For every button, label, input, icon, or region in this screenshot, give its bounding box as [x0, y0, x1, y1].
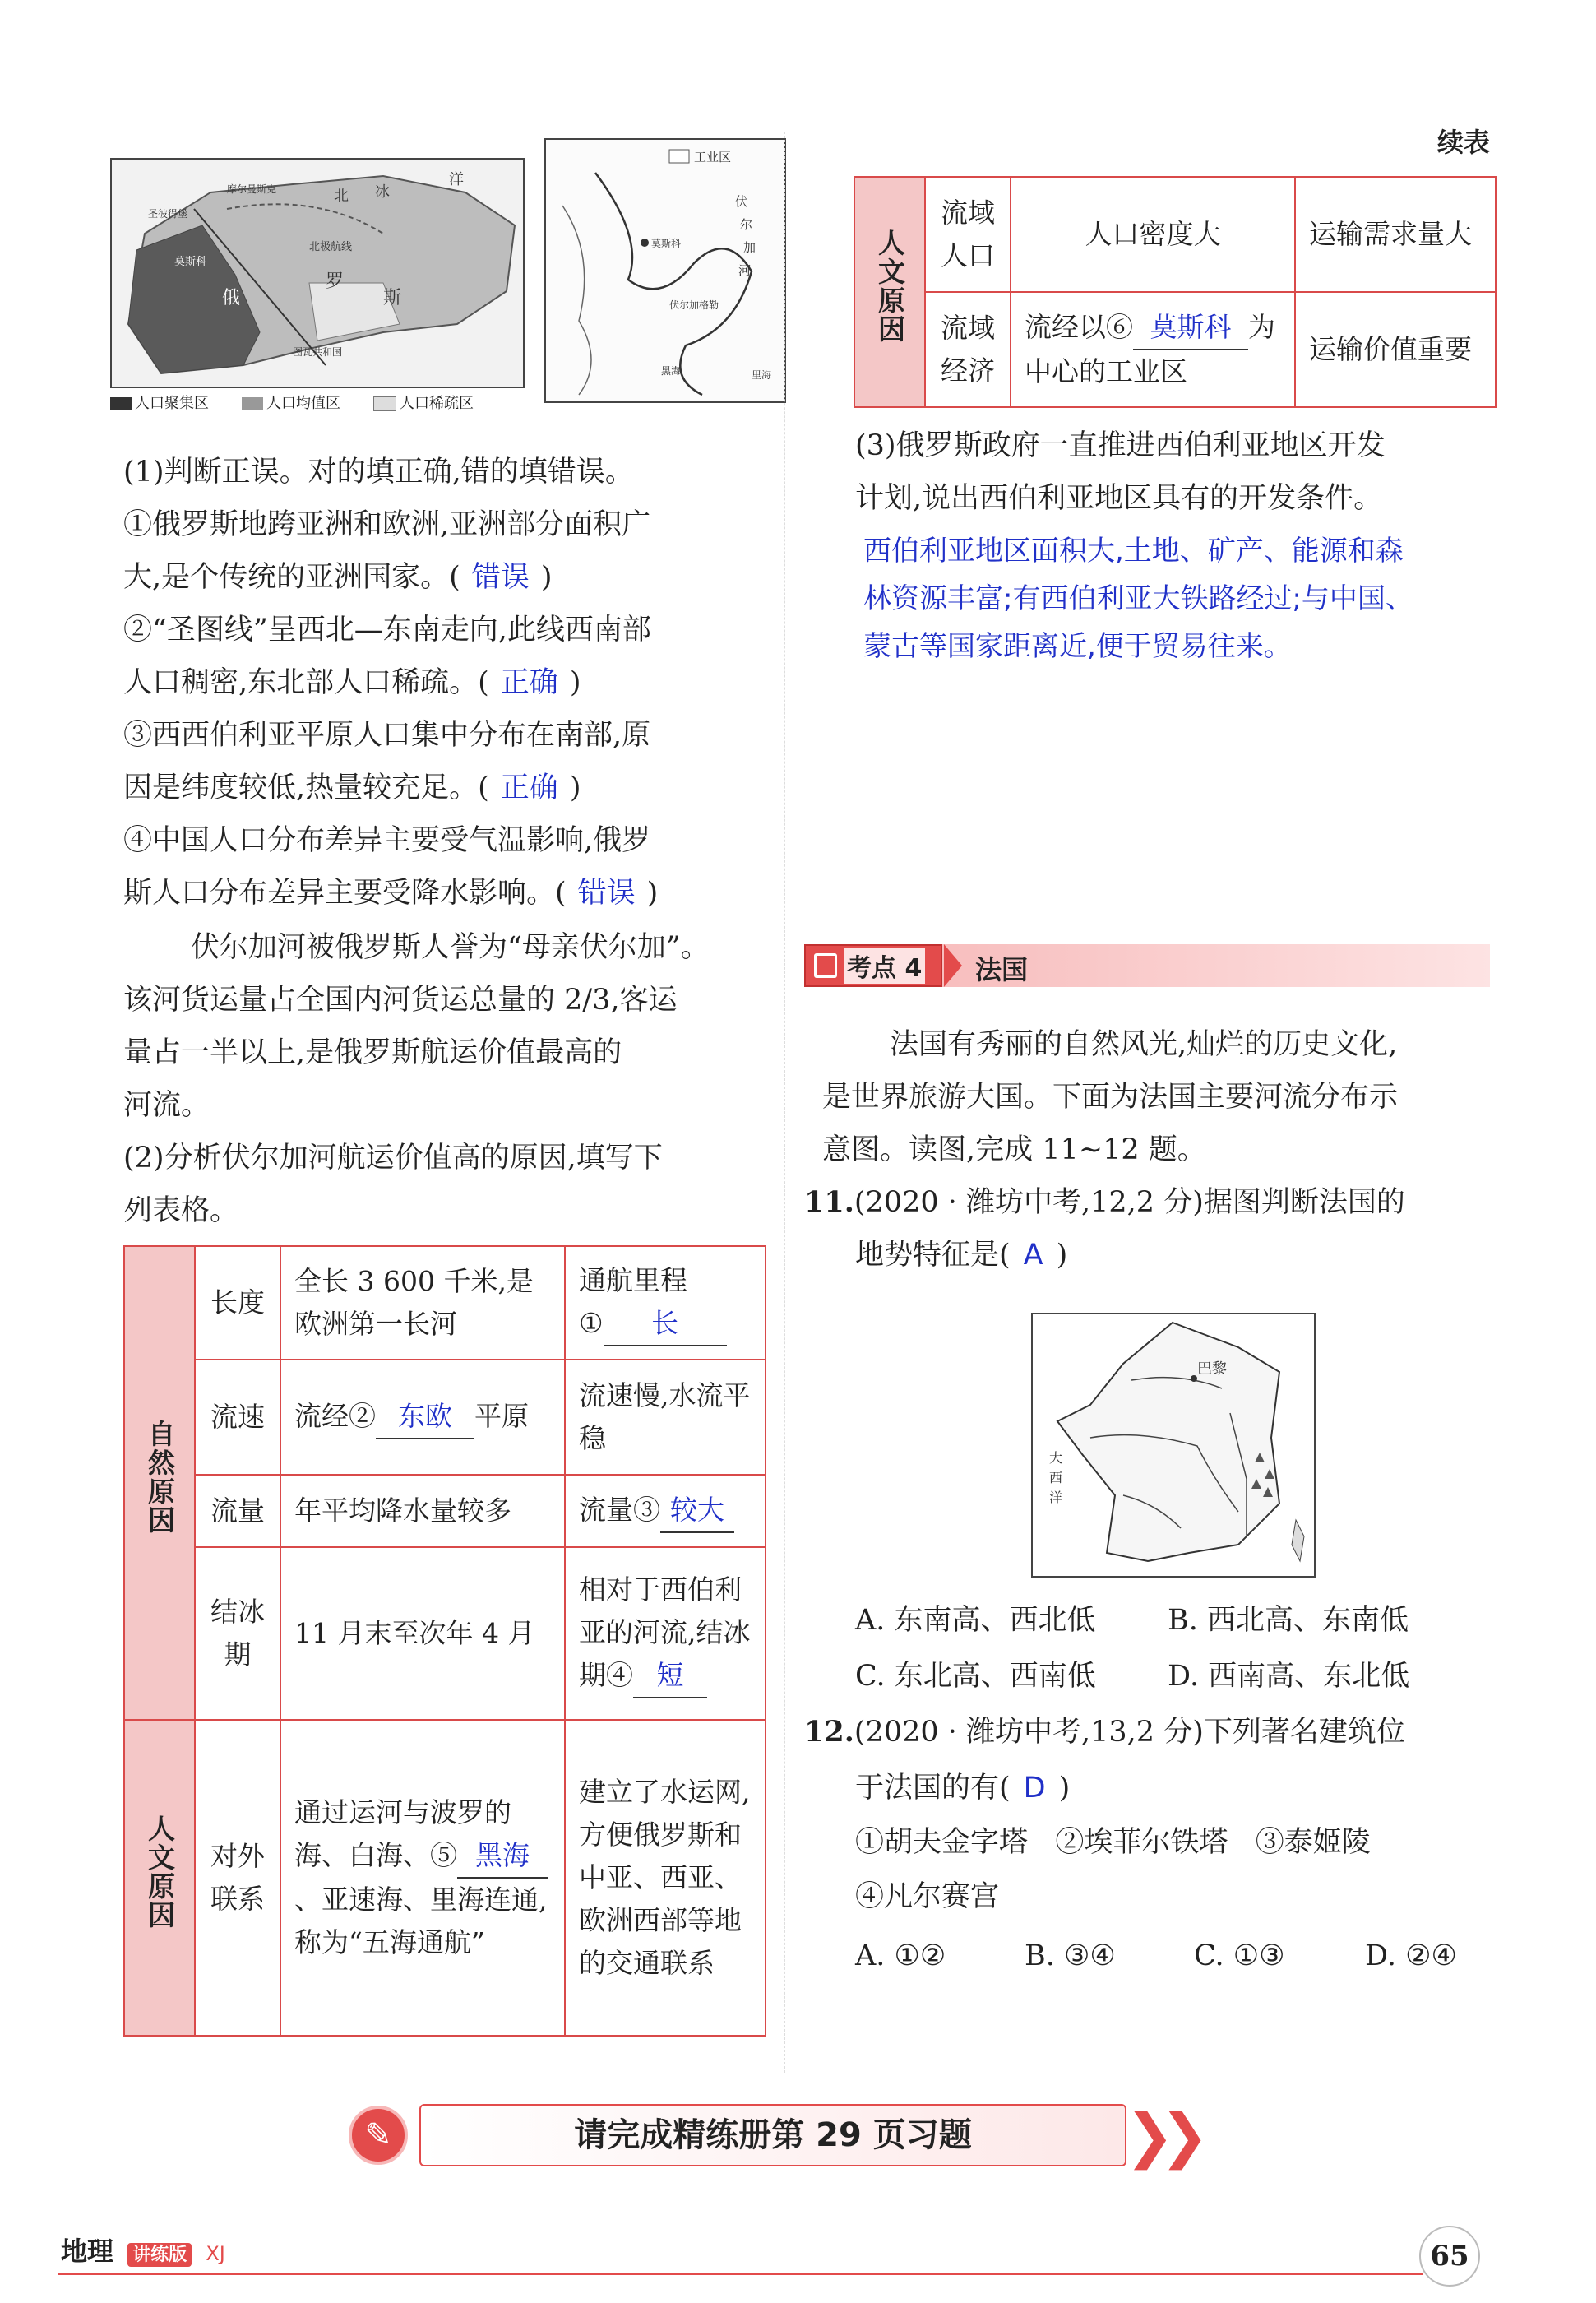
france-rivers-map	[1031, 1313, 1316, 1578]
russia-map-graphic	[112, 160, 523, 387]
map-label: 洋	[449, 171, 464, 188]
map-label: 洋	[1049, 1490, 1063, 1505]
q3-answer-3: 蒙古等国家距离近,便于贸易往来。	[863, 630, 1292, 663]
volga-reasons-table-continued	[854, 176, 1497, 408]
practice-banner	[345, 2097, 1217, 2173]
map-label: 图瓦共和国	[293, 346, 343, 358]
map-label: 伏	[735, 194, 748, 209]
edition-code: XJ	[206, 2242, 225, 2265]
row-result: 流量③ 较大	[565, 1475, 766, 1547]
statement-4-line-1: ④中国人口分布差异主要受气温影响,俄罗	[123, 824, 651, 857]
france-intro-2: 是世界旅游大国。下面为法国主要河流分布示	[822, 1081, 1399, 1114]
row-key: 长度	[195, 1246, 280, 1360]
answer-table-3: 较大	[670, 1494, 724, 1526]
answer-3: 正确	[500, 772, 558, 804]
footer-subject: 地理 讲练版 XJ	[61, 2236, 225, 2267]
q12-option-a: A. ①②	[855, 1939, 946, 1972]
q12-line-1: 12.(2020 · 潍坊中考,13,2 分)下列著名建筑位	[804, 1715, 1405, 1749]
answer-1: 错误	[471, 561, 530, 594]
volga-paragraph-2: 该河货运量占全国内河货运总量的 2/3,客运	[123, 984, 678, 1017]
statement-1-line-2: 大,是个传统的亚洲国家。( 错误 )	[123, 561, 553, 594]
russia-population-map	[110, 158, 525, 388]
answer-12: D	[1023, 1772, 1046, 1805]
statement-2-line-1: ②“圣图线”呈西北—东南走向,此线西南部	[123, 614, 651, 646]
map-label: 西	[1049, 1470, 1063, 1485]
map-label: 罗	[326, 271, 345, 292]
map-label: 里海	[752, 369, 772, 381]
map-label: 北极航线	[309, 241, 353, 253]
chevrons-icon: ❯❯	[1125, 2101, 1195, 2170]
map-label: 黑海	[661, 365, 682, 377]
volga-river-map	[544, 138, 786, 403]
volga-paragraph-1: 伏尔加河被俄罗斯人誉为“母亲伏尔加”。	[191, 931, 710, 964]
france-intro-1: 法国有秀丽的自然风光,灿烂的历史文化,	[890, 1028, 1398, 1061]
row-result: 建立了水运网,方便俄罗斯和中亚、西亚、欧洲西部等地的交通联系	[565, 1720, 766, 2036]
column-divider	[784, 132, 786, 2073]
q12-option-d: D. ②④	[1365, 1939, 1457, 1972]
q11-option-c: C. 东北高、西南低	[855, 1660, 1096, 1693]
arrow-icon	[944, 944, 962, 987]
answer-table-2: 东欧	[398, 1400, 452, 1432]
key-point-badge: 考点 4	[804, 944, 942, 987]
row-detail: 流经以⑥ 莫斯科 为中心的工业区	[1011, 292, 1295, 407]
edition-badge: 讲练版	[127, 2243, 192, 2267]
map-label: 俄	[222, 288, 241, 308]
pen-icon: ✎	[349, 2106, 408, 2165]
map-label: 尔	[740, 217, 753, 232]
row-key: 流域人口	[925, 177, 1011, 292]
note-icon	[814, 953, 837, 978]
map-label: 北	[334, 188, 349, 205]
row-result: 运输需求量大	[1295, 177, 1496, 292]
q12-items-1: ①胡夫金字塔 ②埃菲尔铁塔 ③泰姬陵	[855, 1826, 1371, 1859]
statement-2-line-2: 人口稠密,东北部人口稀疏。( 正确 )	[123, 666, 581, 699]
statement-3-line-1: ③西西伯利亚平原人口集中分布在南部,原	[123, 719, 651, 752]
statement-1-line-1: ①俄罗斯地跨亚洲和欧洲,亚洲部分面积广	[123, 508, 651, 541]
volga-paragraph-4: 河流。	[123, 1089, 210, 1122]
map-label: 圣彼得堡	[148, 208, 188, 220]
q11-option-b: B. 西北高、东南低	[1168, 1604, 1409, 1637]
volga-map-graphic	[546, 140, 784, 401]
row-key: 流速	[195, 1360, 280, 1475]
q11-option-d: D. 西南高、东北低	[1168, 1660, 1410, 1693]
q11-option-a: A. 东南高、西北低	[855, 1604, 1096, 1637]
row-result: 运输价值重要	[1295, 292, 1496, 407]
row-key: 结冰期	[195, 1547, 280, 1720]
map-label: 工业区	[694, 150, 732, 164]
key-point-title: 法国	[975, 954, 1029, 985]
row-key: 流域经济	[925, 292, 1011, 407]
q12-line-2: 于法国的有( D )	[855, 1772, 1071, 1805]
answer-table-6: 莫斯科	[1150, 311, 1232, 343]
answer-2: 正确	[500, 666, 558, 699]
row-result: 相对于西伯利亚的河流,结冰期④ 短	[565, 1547, 766, 1720]
answer-table-5: 黑海	[475, 1839, 530, 1871]
map-label: 冰	[375, 183, 390, 201]
page-number: 65	[1419, 2226, 1480, 2287]
russia-map-legend	[110, 392, 474, 413]
france-map-graphic	[1033, 1314, 1314, 1576]
q2-title-1: (2)分析伏尔加河航运价值高的原因,填写下	[123, 1142, 663, 1175]
continued-label: 续表	[1437, 127, 1491, 158]
map-label: 莫斯科	[174, 256, 207, 268]
banner-text: 请完成精练册第 29 页习题	[574, 2116, 972, 2154]
row-detail: 11 月末至次年 4 月	[280, 1547, 565, 1720]
q2-title-2: 列表格。	[123, 1194, 239, 1227]
q11-line-1: 11.(2020 · 潍坊中考,12,2 分)据图判断法国的	[804, 1185, 1405, 1219]
row-key: 流量	[195, 1475, 280, 1547]
q12-option-c: C. ①③	[1194, 1939, 1285, 1972]
q1-title: (1)判断正误。对的填正确,错的填错误。	[123, 456, 634, 489]
map-label: 加	[743, 240, 756, 255]
answer-11: A	[1023, 1239, 1043, 1272]
q3-title-1: (3)俄罗斯政府一直推进西伯利亚地区开发	[855, 429, 1386, 462]
row-detail: 通过运河与波罗的海、白海、⑤ 黑海、亚速海、里海连通,称为“五海通航”	[280, 1720, 565, 2036]
map-label: 河	[738, 263, 752, 278]
statement-3-line-2: 因是纬度较低,热量较充足。( 正确 )	[123, 772, 581, 804]
q3-title-2: 计划,说出西伯利亚地区具有的开发条件。	[855, 482, 1383, 515]
natural-reasons-cell: 自然原因	[124, 1246, 195, 1720]
answer-4: 错误	[577, 877, 636, 910]
map-label: 莫斯科	[651, 238, 682, 249]
row-detail: 全长 3 600 千米,是欧洲第一长河	[280, 1246, 565, 1360]
row-key: 对外联系	[195, 1720, 280, 2036]
legend-item: 人口稀疏区	[373, 392, 474, 413]
answer-table-4: 短	[656, 1659, 684, 1691]
map-label: 巴黎	[1197, 1360, 1227, 1378]
row-detail: 年平均降水量较多	[280, 1475, 565, 1547]
map-label: 伏尔加格勒	[669, 299, 719, 311]
key-point-header	[804, 944, 1490, 987]
statement-4-line-2: 斯人口分布差异主要受降水影响。( 错误 )	[123, 877, 659, 910]
volga-reasons-table	[123, 1245, 766, 2037]
volga-paragraph-3: 量占一半以上,是俄罗斯航运价值最高的	[123, 1036, 622, 1069]
legend-item: 人口均值区	[242, 392, 340, 413]
map-label: 大	[1049, 1450, 1063, 1466]
q3-answer-2: 林资源丰富;有西伯利亚大铁路经过;与中国、	[863, 582, 1413, 615]
row-result: 流速慢,水流平稳	[565, 1360, 766, 1475]
answer-table-1: 长	[651, 1307, 679, 1339]
q12-option-b: B. ③④	[1025, 1939, 1116, 1972]
footer-rule	[58, 2273, 1423, 2275]
map-label: 摩尔曼斯克	[227, 183, 277, 195]
human-reasons-cell: 人文原因	[124, 1720, 195, 2036]
q11-line-2: 地势特征是( A )	[855, 1239, 1068, 1272]
row-detail: 人口密度大	[1011, 177, 1295, 292]
q3-answer-1: 西伯利亚地区面积大,土地、矿产、能源和森	[863, 535, 1404, 568]
human-reasons-cell: 人文原因	[854, 177, 925, 407]
q12-items-2: ④凡尔赛宫	[855, 1880, 1000, 1913]
map-label: 斯	[383, 288, 402, 308]
row-result: 通航里程 ① 长	[565, 1246, 766, 1360]
france-intro-3: 意图。读图,完成 11~12 题。	[822, 1133, 1206, 1166]
row-detail: 流经② 东欧 平原	[280, 1360, 565, 1475]
legend-item: 人口聚集区	[110, 392, 209, 413]
